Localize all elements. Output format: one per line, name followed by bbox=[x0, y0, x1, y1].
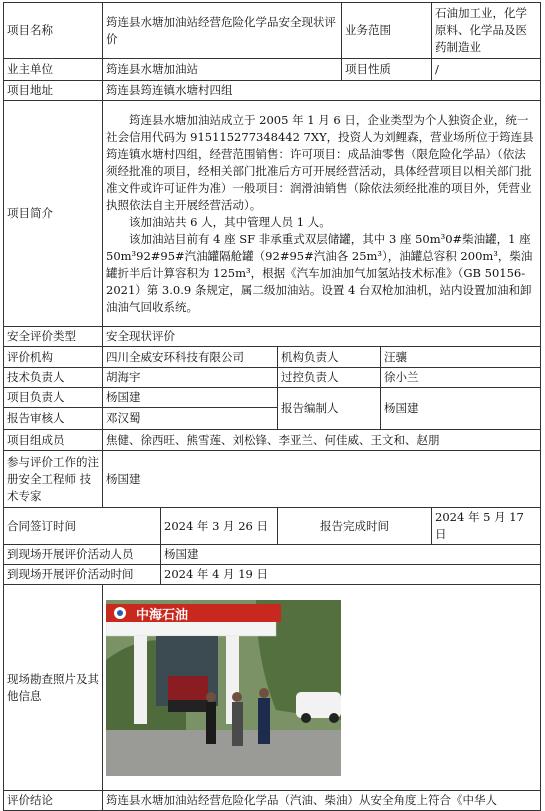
process-head-value: 徐小兰 bbox=[381, 368, 541, 388]
project-intro bbox=[103, 101, 541, 327]
conclusion-label: 评价结论 bbox=[4, 791, 103, 811]
intro-paragraph: 该加油站目前有 4 座 SF 非承重式双层储罐，其中 3 座 50m³0#柴油罐，1 座 50m³92#95#汽油罐隔舱罐（92#95#汽油各 25m³），油罐总容积 200m³，柴油罐折半后计算容积为 125m³，根据《汽车加油加气加氢站技术标准》（GB 50156-2021）第 3.0.9 条规定，属二级加油站。设置 4 台双枪加油机，站内设置加油和卸油油气回收系统。 bbox=[106, 231, 533, 314]
site-time-value: 2024 年 4 月 19 日 bbox=[161, 565, 541, 585]
reviewer-label: 报告审核人 bbox=[4, 408, 103, 430]
business-scope-label: 业务范围 bbox=[342, 3, 432, 59]
report-date-value: 2024 年 5 月 17 日 bbox=[432, 508, 541, 545]
intro-paragraph: 筠连县水塘加油站成立于 2005 年 1 月 6 日，企业类型为个人独资企业，统一社会信用代码为 915115277348442 7XY，投资人为刘鲤森，营业场所位于筠连县筠连镇水塘村四组，经营范围销售：许可项目：成品油零售（限危险化学品）（依法须经批准的项目，经相关部门批准后方可开展经营活动，具体经营项目以相关部门批准文件或许可证件为准）一般项目：润滑油销售（除依法须经批准的项目外，凭营业执照依法自主开展经营活动）。 bbox=[106, 112, 534, 212]
team-label: 项目组成员 bbox=[4, 430, 103, 451]
safety-evaluation-info-table bbox=[3, 2, 541, 811]
address-value: 筠连县筠连镇水塘村四组 bbox=[103, 81, 541, 101]
nature-value: / bbox=[432, 59, 541, 81]
conclusion-value: 筠连县水塘加油站经营危险化学品（汽油、柴油）从安全角度上符合《中华人 bbox=[103, 791, 541, 811]
reviewer-value: 邓汉蜀 bbox=[103, 408, 278, 430]
report-author-label: 报告编制人 bbox=[278, 388, 381, 430]
address-label: 项目地址 bbox=[4, 81, 103, 101]
intro-label: 项目简介 bbox=[4, 101, 103, 327]
owner-value: 筠连县水塘加油站 bbox=[103, 59, 342, 81]
gas-station-photo bbox=[106, 600, 341, 776]
agency-label: 评价机构 bbox=[4, 347, 103, 368]
owner-label: 业主单位 bbox=[4, 59, 103, 81]
site-person-value: 杨国建 bbox=[161, 545, 541, 565]
site-time-label: 到现场开展评价活动时间 bbox=[4, 565, 161, 585]
team-value: 焦健、徐西旺、熊雪莲、刘松锋、李亚兰、何佳威、王文和、赵朋 bbox=[103, 430, 541, 451]
agency-head-label: 机构负责人 bbox=[278, 347, 381, 368]
report-date-label: 报告完成时间 bbox=[278, 508, 432, 545]
intro-paragraph: 该加油站共 6 人，其中管理人员 1 人。 bbox=[129, 214, 331, 229]
contract-date-value: 2024 年 3 月 26 日 bbox=[161, 508, 278, 545]
business-scope-value: 石油加工业，化学原料、化学品及医药制造业 bbox=[432, 3, 541, 59]
engineer-value: 杨国建 bbox=[103, 451, 541, 508]
tech-head-value: 胡海宇 bbox=[103, 368, 278, 388]
project-name-label: 项目名称 bbox=[4, 3, 103, 59]
engineer-label: 参与评价工作的注册安全工程师 技术专家 bbox=[4, 451, 103, 508]
report-author-value: 杨国建 bbox=[381, 388, 541, 430]
agency-value: 四川全威安环科技有限公司 bbox=[103, 347, 278, 368]
agency-head-value: 汪骧 bbox=[381, 347, 541, 368]
site-person-label: 到现场开展评价活动人员 bbox=[4, 545, 161, 565]
site-survey-photo bbox=[106, 600, 341, 776]
nature-label: 项目性质 bbox=[342, 59, 432, 81]
eval-type-value: 安全现状评价 bbox=[103, 327, 541, 347]
eval-type-label: 安全评价类型 bbox=[4, 327, 103, 347]
project-name-value: 筠连县水塘加油站经营危险化学品安全现状评价 bbox=[103, 3, 342, 59]
tech-head-label: 技术负责人 bbox=[4, 368, 103, 388]
photo-label: 现场勘查照片及其他信息 bbox=[4, 585, 103, 791]
process-head-label: 过控负责人 bbox=[278, 368, 381, 388]
project-head-label: 项目负责人 bbox=[4, 388, 103, 408]
contract-date-label: 合同签订时间 bbox=[4, 508, 161, 545]
station-sign-text: 中海石油 bbox=[136, 607, 189, 623]
project-head-value: 杨国建 bbox=[103, 388, 278, 408]
photo-cell bbox=[103, 585, 541, 791]
